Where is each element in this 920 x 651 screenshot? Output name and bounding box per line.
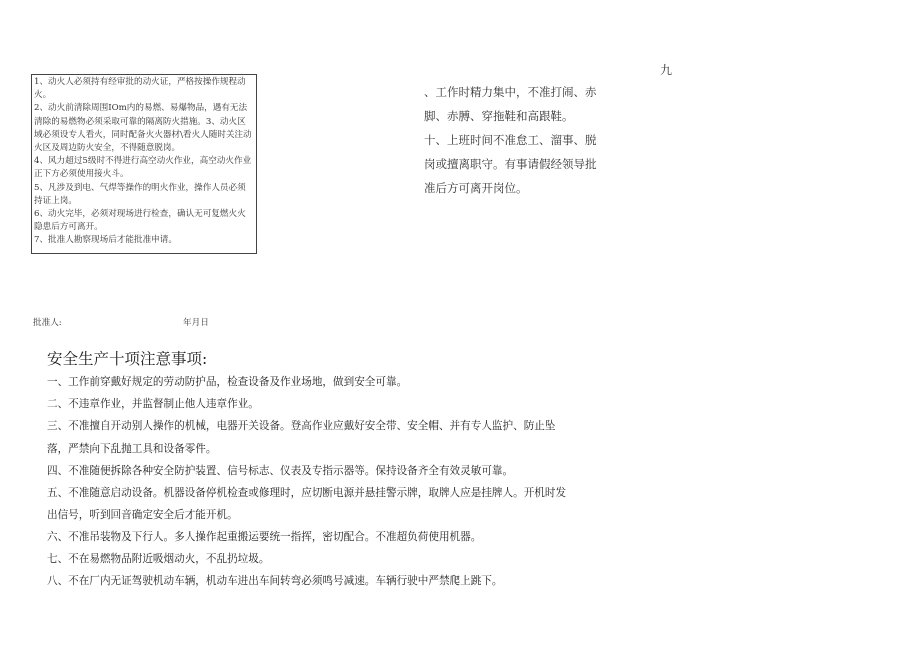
safety-line: 八、不在厂内无证驾驶机动车辆，机动车进出车间转弯必须鸣号减速。车辆行驶中严禁爬上跳下。	[47, 575, 503, 587]
safety-line: 出信号，听到回音确定安全后才能开机。	[47, 509, 238, 521]
safety-line: 落，严禁向下乱抛工具和设备零件。	[47, 443, 217, 455]
safety-line: 二、不违章作业，并监督制止他人违章作业。	[47, 398, 259, 410]
fire-rule-7: 7、批准人勘察现场后才能批准申请。	[34, 235, 177, 246]
page-marker: 九	[660, 63, 673, 77]
fire-rule-5: 5、凡涉及到电、气焊等操作的明火作业，操作人员必须持证上岗。	[34, 182, 246, 206]
right-line: 十、上班时间不准怠工、溜事、脱	[424, 133, 597, 147]
right-line: 准后方可离开岗位。	[424, 181, 528, 195]
fire-rule-4: 4、风力超过5级时不得进行高空动火作业，高空动火作业正下方必须使用接火斗。	[34, 156, 252, 180]
fire-rule-1: 1、动火人必须持有经审批的动火证，严格按操作规程动火。	[34, 77, 246, 101]
safety-title: 安全生产十项注意事项:	[47, 350, 208, 368]
safety-line: 六、不准吊装物及下行人。多人操作起重搬运要统一指挥，密切配合。不准超负荷使用机器。	[47, 531, 482, 543]
right-line: 岗或擅离职守。有事请假经领导批	[424, 157, 597, 171]
safety-line: 四、不准随便拆除各种安全防护装置、信号标志、仪表及专指示器等。保持设备齐全有效灵敏可靠。	[47, 465, 514, 477]
right-line: 、工作时精力集中，不准打闹、赤	[424, 85, 597, 99]
safety-line: 三、不准擅自开动别人操作的机械，电器开关设备。登高作业应戴好安全带、安全帽、并有专人监护、防止坠	[47, 420, 556, 432]
approver-label: 批准人:	[33, 318, 62, 328]
safety-line: 五、不准随意启动设备。机器设备停机检查或修理时，应切断电源并悬挂警示牌，取牌人应是挂牌人。开机时发	[47, 487, 567, 499]
fire-rule-2-3: 2、动火前清除周围IOm内的易燃、易爆物品，遇有无法清除的易燃物必须采取可靠的隔离防火措施。3、动火区域必须设专人看火，同时配备火火器材\看火人随时关注动火区及周边防火安全，不得随意脱岗。	[34, 103, 252, 154]
right-line: 脚、赤膊、穿拖鞋和高跟鞋。	[424, 109, 574, 123]
right-column-text	[424, 80, 599, 200]
safety-line: 一、工作前穿戴好规定的劳动防护品，检查设备及作业场地，做到安全可靠。	[47, 376, 408, 388]
date-label: 年月日	[183, 318, 209, 328]
safety-line: 七、不在易燃物品附近吸烟动火，不乱扔垃圾。	[47, 553, 270, 565]
fire-rule-6: 6、动火完毕，必须对现场进行检查，确认无可复燃火火隐患后方可离开。	[34, 209, 246, 233]
fire-rules-box	[31, 74, 257, 254]
